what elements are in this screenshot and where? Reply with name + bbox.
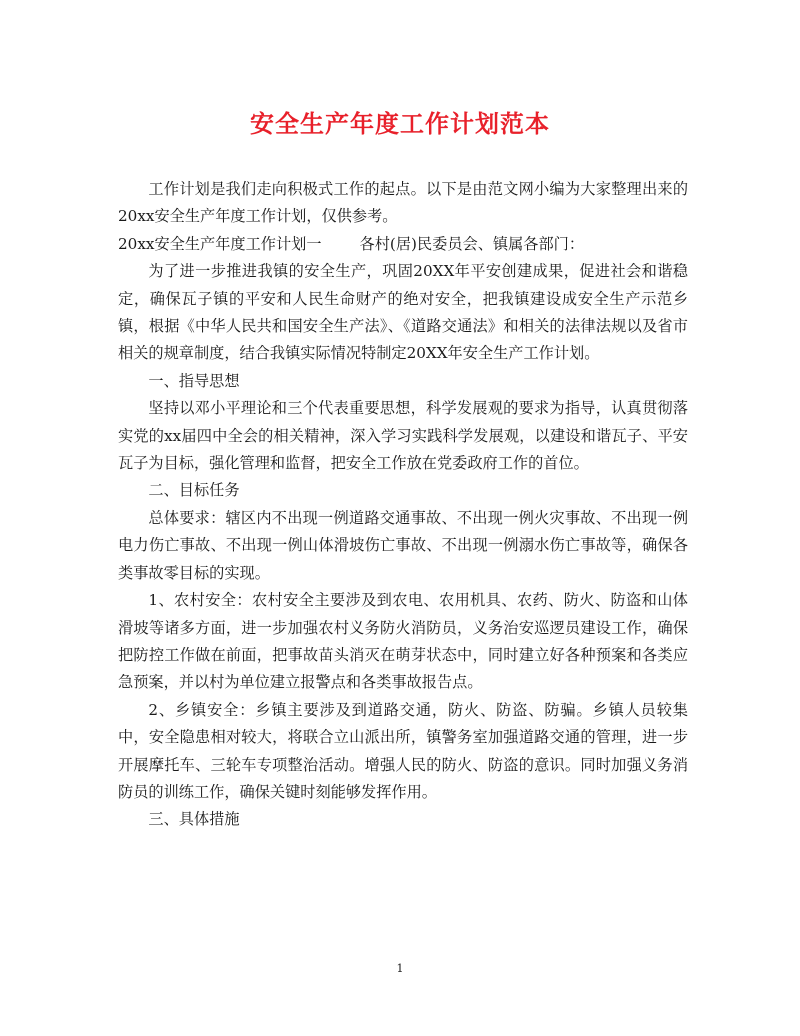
subtitle-line xyxy=(118,231,688,258)
section-heading-guiding-ideology: 一、指导思想 xyxy=(148,371,240,390)
intro-paragraph: 工作计划是我们走向积极式工作的起点。以下是由范文网小编为大家整理出来的20xx安全生产年度工作计划，仅供参考。 xyxy=(118,180,688,226)
document-title: 安全生产年度工作计划范本 xyxy=(250,109,550,138)
document-body xyxy=(118,176,688,834)
section-heading-goals: 二、目标任务 xyxy=(148,481,240,500)
paragraph-guiding-ideology: 坚持以邓小平理论和三个代表重要思想，科学发展观的要求为指导，认真贯彻落实党的xx届四中全会的相关精神，深入学习实践科学发展观，以建设和谐瓦子、平安瓦子为目标，强化管理和监督，把安全工作放在党委政府工作的首位。 xyxy=(118,399,688,473)
paragraph-rural-safety: 1、农村安全：农村安全主要涉及到农电、农用机具、农药、防火、防盗和山体滑坡等诸多方面，进一步加强农村义务防火消防员，义务治安巡逻员建设工作，确保把防控工作做在前面，把事故苗头消灭在萌芽状态中，同时建立好各种预案和各类应急预案，并以村为单位建立报警点和各类事故报告点。 xyxy=(118,591,688,692)
paragraph-preface: 为了进一步推进我镇的安全生产，巩固20XX年平安创建成果，促进社会和谐稳定，确保瓦子镇的平安和人民生命财产的绝对安全，把我镇建设成安全生产示范乡镇，根据《中华人民共和国安全生产法》、《道路交通法》和相关的法律法规以及省市相关的规章制度，结合我镇实际情况特制定20XX年安全生产工作计划。 xyxy=(118,262,688,363)
paragraph-overall-requirements: 总体要求：辖区内不出现一例道路交通事故、不出现一例火灾事故、不出现一例电力伤亡事故、不出现一例山体滑坡伤亡事故、不出现一例溺水伤亡事故等，确保各类事故零目标的实现。 xyxy=(118,508,688,582)
section-heading-measures: 三、具体措施 xyxy=(148,810,240,829)
plan-subtitle: 20xx安全生产年度工作计划一 xyxy=(118,234,322,253)
addressee: 各村(居)民委员会、镇属各部门： xyxy=(359,234,585,253)
paragraph-town-safety: 2、乡镇安全：乡镇主要涉及到道路交通，防火、防盗、防骗。乡镇人员较集中，安全隐患相对较大，将联合立山派出所，镇警务室加强道路交通的管理，进一步开展摩托车、三轮车专项整治活动。增强人民的防火、防盗的意识。同时加强义务消防员的训练工作，确保关键时刻能够发挥作用。 xyxy=(118,700,688,801)
page-number: 1 xyxy=(396,962,404,975)
